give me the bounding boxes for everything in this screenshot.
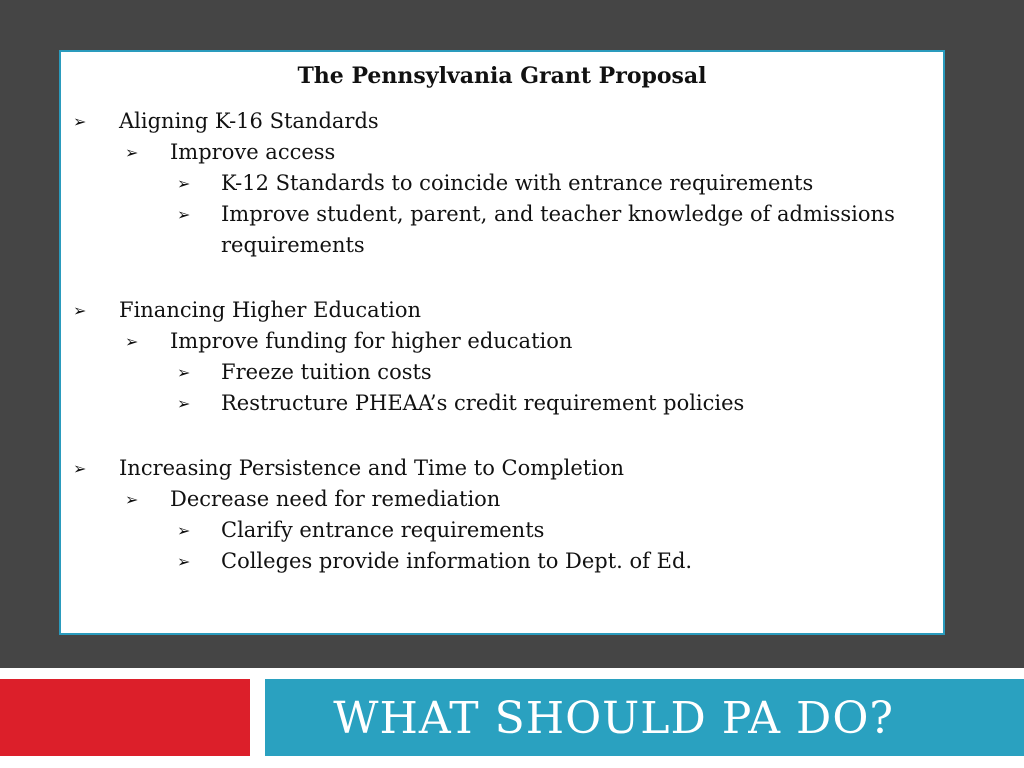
bullet-text: Freeze tuition costs (221, 360, 432, 384)
bullet-text: Colleges provide information to Dept. of Ed. (221, 549, 693, 573)
bullet-level3-item (71, 357, 933, 388)
bullet-text: Improve funding for higher education (170, 329, 573, 353)
bullet-text: Restructure PHEAA’s credit requirement policies (221, 391, 745, 415)
arrow-bullet-icon: ➢ (177, 394, 191, 413)
arrow-bullet-icon: ➢ (177, 363, 191, 382)
arrow-bullet-icon: ➢ (73, 459, 87, 478)
bullet-level3-item (71, 515, 933, 546)
bullet-text: Aligning K-16 Standards (119, 109, 379, 133)
arrow-bullet-icon: ➢ (73, 301, 87, 320)
bullet-level3-item (71, 168, 933, 199)
proposal-content-box (59, 50, 945, 635)
bullet-level3-item (71, 199, 933, 261)
bullet-text: Financing Higher Education (119, 298, 422, 322)
arrow-bullet-icon: ➢ (125, 143, 139, 162)
arrow-bullet-icon: ➢ (177, 174, 191, 193)
bullet-level2-improve-access (71, 137, 933, 168)
proposal-title: The Pennsylvania Grant Proposal (297, 63, 707, 89)
red-accent-block (0, 679, 250, 756)
arrow-bullet-icon: ➢ (177, 521, 191, 540)
bullet-text: Improve access (170, 140, 336, 164)
arrow-bullet-icon: ➢ (125, 490, 139, 509)
bullet-level1-financing (71, 295, 933, 326)
bullet-level1-aligning-standards (71, 106, 933, 137)
bullet-text: K-12 Standards to coincide with entrance requirements (221, 171, 814, 195)
arrow-bullet-icon: ➢ (177, 205, 191, 224)
arrow-bullet-icon: ➢ (177, 552, 191, 571)
section-spacer (71, 419, 933, 453)
bullet-text: Increasing Persistence and Time to Completion (119, 456, 625, 480)
bullet-level2-improve-funding (71, 326, 933, 357)
title-bar (265, 679, 1024, 756)
arrow-bullet-icon: ➢ (125, 332, 139, 351)
bullet-level3-item (71, 546, 933, 577)
section-spacer (71, 261, 933, 295)
bullet-level3-item (71, 388, 933, 419)
slide-title: WHAT SHOULD PA DO? (333, 693, 894, 744)
bullet-text: Decrease need for remediation (170, 487, 501, 511)
bullet-level1-persistence (71, 453, 933, 484)
bullet-text: Improve student, parent, and teacher knowledge of admissions requirements (221, 202, 895, 257)
bullet-text: Clarify entrance requirements (221, 518, 545, 542)
arrow-bullet-icon: ➢ (73, 112, 87, 131)
bullet-level2-remediation (71, 484, 933, 515)
